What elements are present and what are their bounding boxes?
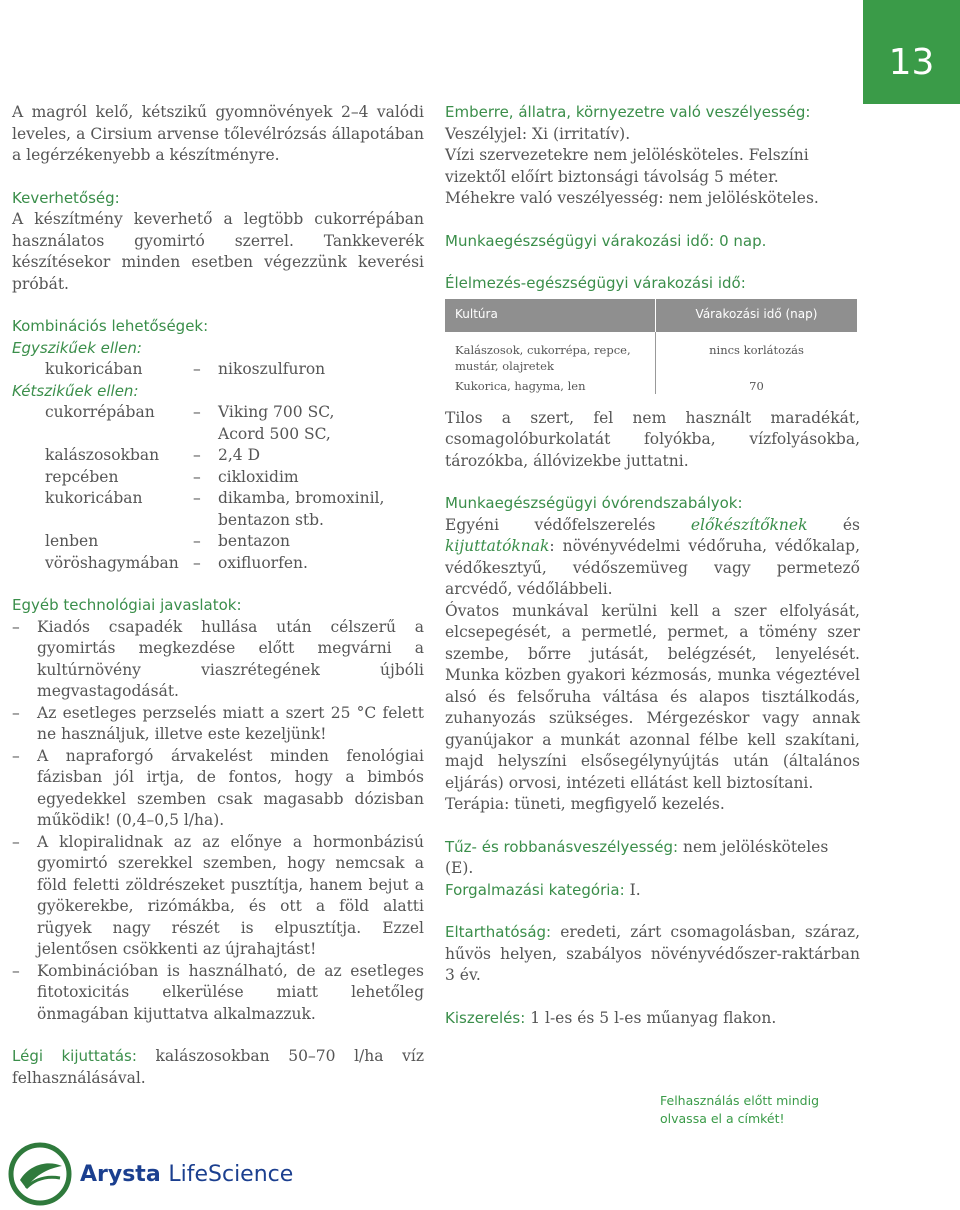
combination-row bbox=[12, 467, 424, 489]
table-header-row bbox=[445, 299, 857, 332]
combination-row bbox=[12, 402, 424, 424]
combination-product: bentazon bbox=[218, 532, 291, 550]
fire-distribution bbox=[445, 837, 860, 902]
combination-product-cont: bentazon stb. bbox=[218, 510, 324, 529]
work-waiting-value: 0 nap. bbox=[719, 231, 767, 250]
therapy-text: Terápia: tüneti, megfigyelő kezelés. bbox=[445, 795, 725, 813]
page-number: 13 bbox=[888, 41, 935, 83]
combination-product: Viking 700 SC, bbox=[218, 403, 335, 421]
storage-label: Eltarthatóság: bbox=[445, 923, 552, 941]
safety-equipment: Egyéni védőfelszerelés előkészítőknek és kijuttatóknak: növényvédelmi védőruha, védőkalap, védőkesztyű, védőszemüveg vagy permetező arcvédő, védőlábbeli. bbox=[445, 515, 860, 598]
list-item: – Kiadós csapadék hullása után célszerű a gyomirtás megkezdése előtt megvárni a kultúrnövény viaszrétegének újbóli megvastagodását. bbox=[12, 617, 424, 700]
page-number-tab bbox=[863, 0, 960, 104]
list-item: – A napraforgó árvakelést minden fenológiai fázisban jól irtja, de fontos, hogy a bimbós egyedekkel szemben csak magasabb dózisban működik! (0,4–0,5 l/ha). bbox=[12, 746, 424, 829]
list-item: – Kombinációban is használható, de az esetleges fitotoxicitás elkerülése miatt lehetőleg önmagában kijuttatva alkalmazzuk. bbox=[12, 961, 424, 1023]
aerial-label: Légi kijuttatás: bbox=[12, 1047, 137, 1065]
combination-dash: – bbox=[193, 403, 201, 421]
packaging bbox=[445, 1008, 860, 1030]
table-cell-days: nincs korlátozás bbox=[656, 332, 858, 374]
logo-wordmark: Arysta LifeScience bbox=[80, 1161, 294, 1187]
hazard-section bbox=[445, 102, 860, 210]
combination-product: 2,4 D bbox=[218, 446, 261, 464]
combination-product: nikoszulfuron bbox=[218, 360, 326, 378]
combination-crop: kalászosokban bbox=[45, 446, 160, 464]
combination-row bbox=[12, 553, 424, 575]
monocot-heading: Egyszikűek ellen: bbox=[12, 338, 142, 357]
distribution-category: Forgalmazási kategória: I. bbox=[445, 880, 641, 899]
combination-crop: cukorrépában bbox=[45, 403, 155, 421]
safety-heading: Munkaegészségügyi óvórendszabályok: bbox=[445, 494, 743, 512]
combination-section bbox=[12, 316, 424, 574]
combination-product-cont: Acord 500 SC, bbox=[218, 424, 331, 443]
packaging-label: Kiszerelés: bbox=[445, 1008, 526, 1027]
combination-dash: – bbox=[193, 446, 201, 464]
combination-dash: – bbox=[193, 467, 201, 486]
label-reminder: Felhasználás előtt mindig olvassa el a címkét! bbox=[660, 1093, 820, 1126]
hazard-heading: Emberre, állatra, környezetre való veszélyesség: bbox=[445, 103, 811, 121]
leftover-warning: Tilos a szert, fel nem használt maradékát, csomagolóburkolatát folyókba, vízfolyásokba, tározókba, állóvizekbe juttatni. bbox=[445, 408, 860, 470]
other-tech-section bbox=[12, 595, 424, 1025]
combination-row bbox=[12, 359, 424, 381]
other-tech-list bbox=[12, 617, 424, 1026]
combination-product: dikamba, bromoxinil, bbox=[218, 489, 385, 507]
hazard-line: Vízi szervezetekre nem jelölésköteles. Felszíni vizektől előírt biztonsági távolság 5 méter. bbox=[445, 146, 809, 186]
storage bbox=[445, 922, 860, 987]
food-waiting-section bbox=[445, 273, 860, 394]
combination-dash: – bbox=[193, 532, 201, 550]
table-header-crop: Kultúra bbox=[445, 299, 656, 332]
combination-product: oxifluorfen. bbox=[218, 553, 308, 572]
combination-row bbox=[12, 488, 424, 510]
fire-hazard: Tűz- és robbanásveszélyesség: nem jelölésköteles (E). bbox=[445, 837, 829, 877]
work-waiting-label: Munkaegészségügyi várakozási idő: bbox=[445, 231, 715, 250]
dicot-heading: Kétszikűek ellen: bbox=[12, 381, 139, 400]
table-header-days: Várakozási idő (nap) bbox=[656, 299, 858, 332]
combination-dash: – bbox=[193, 489, 201, 507]
combination-product: cikloxidim bbox=[218, 467, 299, 486]
list-item: – Az esetleges perzselés miatt a szert 25 °C felett ne használjuk, illetve este kezeljünk! bbox=[12, 703, 424, 743]
combination-crop: kukoricában bbox=[45, 360, 143, 378]
table-cell-crop: Kukorica, hagyma, len bbox=[455, 378, 586, 393]
hazard-line: Méhekre való veszélyesség: nem jelölésköteles. bbox=[445, 189, 819, 207]
combination-dash: – bbox=[193, 360, 201, 378]
other-tech-heading: Egyéb technológiai javaslatok: bbox=[12, 596, 242, 614]
food-waiting-heading: Élelmezés-egészségügyi várakozási idő: bbox=[445, 274, 746, 292]
combination-dash: – bbox=[193, 553, 201, 572]
table-row bbox=[445, 374, 857, 394]
table-cell-days: 70 bbox=[656, 374, 858, 394]
combination-crop: lenben bbox=[45, 532, 99, 550]
combination-heading: Kombinációs lehetőségek: bbox=[12, 317, 209, 335]
list-item: – A klopiralidnak az az előnye a hormonbázisú gyomirtó szerekkel szemben, hogy nemcsak a föld feletti zöldrészeket pusztítja, hanem bejut a gyökerekbe, rizómákba, és ott a föld alatti rügyek nagy részét is elpusztítja. Ezzel jelentősen csökkenti az újrahajtást! bbox=[12, 832, 424, 958]
packaging-value: 1 l-es és 5 l-es műanyag flakon. bbox=[530, 1008, 777, 1027]
combination-row bbox=[12, 445, 424, 467]
storage-text: eredeti, zárt csomagolásban, száraz, hűvös helyen, szabályos növényvédőszer-raktárban 3 év. bbox=[445, 923, 861, 984]
aerial-text: kalászosokban 50–70 l/ha víz felhasználásával. bbox=[12, 1047, 424, 1087]
hazard-line: Veszélyjel: Xi (irritatív). bbox=[445, 124, 631, 143]
safety-instructions: Óvatos munkával kerülni kell a szer elfolyását, elcsepegését, a permetlé, permet, a tömény szer szembe, bőrre jutását, belégzését, lenyelését. Munka közben gyakori kézmosás, munka végeztével alsó és felsőruha váltása és alapos tisztálkodás, zuhanyozás szükséges. Mérgezéskor vagy annak gyanújakor a munkát azonnal félbe kell szakítani, majd helyszíni elsősegélynyújtás után (általános eljárás) orvosi, intézeti ellátást kell biztosítani. bbox=[445, 601, 860, 792]
left-column bbox=[12, 102, 424, 1110]
company-logo bbox=[8, 1142, 293, 1206]
table-cell-crop: Kalászosok, cukorrépa, repce, mustár, olajretek bbox=[455, 342, 631, 373]
logo-emblem-icon bbox=[8, 1142, 72, 1206]
table-row bbox=[445, 332, 857, 374]
combination-row bbox=[12, 531, 424, 553]
work-waiting-time bbox=[445, 231, 860, 253]
intro-paragraph: A magról kelő, kétszikű gyomnövények 2–4 valódi leveles, a Cirsium arvense tőlevélrózsás állapotában a legérzékenyebb a készítményre. bbox=[12, 103, 424, 164]
safety-section bbox=[445, 493, 860, 816]
monocot-list bbox=[12, 359, 424, 381]
waiting-time-table bbox=[445, 299, 857, 394]
right-column bbox=[445, 102, 860, 1050]
mixing-section bbox=[12, 188, 424, 296]
combination-crop: kukoricában bbox=[45, 489, 143, 507]
mixing-text: A készítmény keverhető a legtöbb cukorrépában használatos gyomirtó szerrel. Tankkeverék készítésekor minden esetben végezzünk keverési próbát. bbox=[12, 210, 424, 293]
combination-crop: repcében bbox=[45, 467, 119, 486]
aerial-application bbox=[12, 1046, 424, 1089]
dicot-list bbox=[12, 402, 424, 574]
combination-crop: vöröshagymában bbox=[45, 553, 179, 572]
mixing-heading: Keverhetőség: bbox=[12, 188, 120, 207]
